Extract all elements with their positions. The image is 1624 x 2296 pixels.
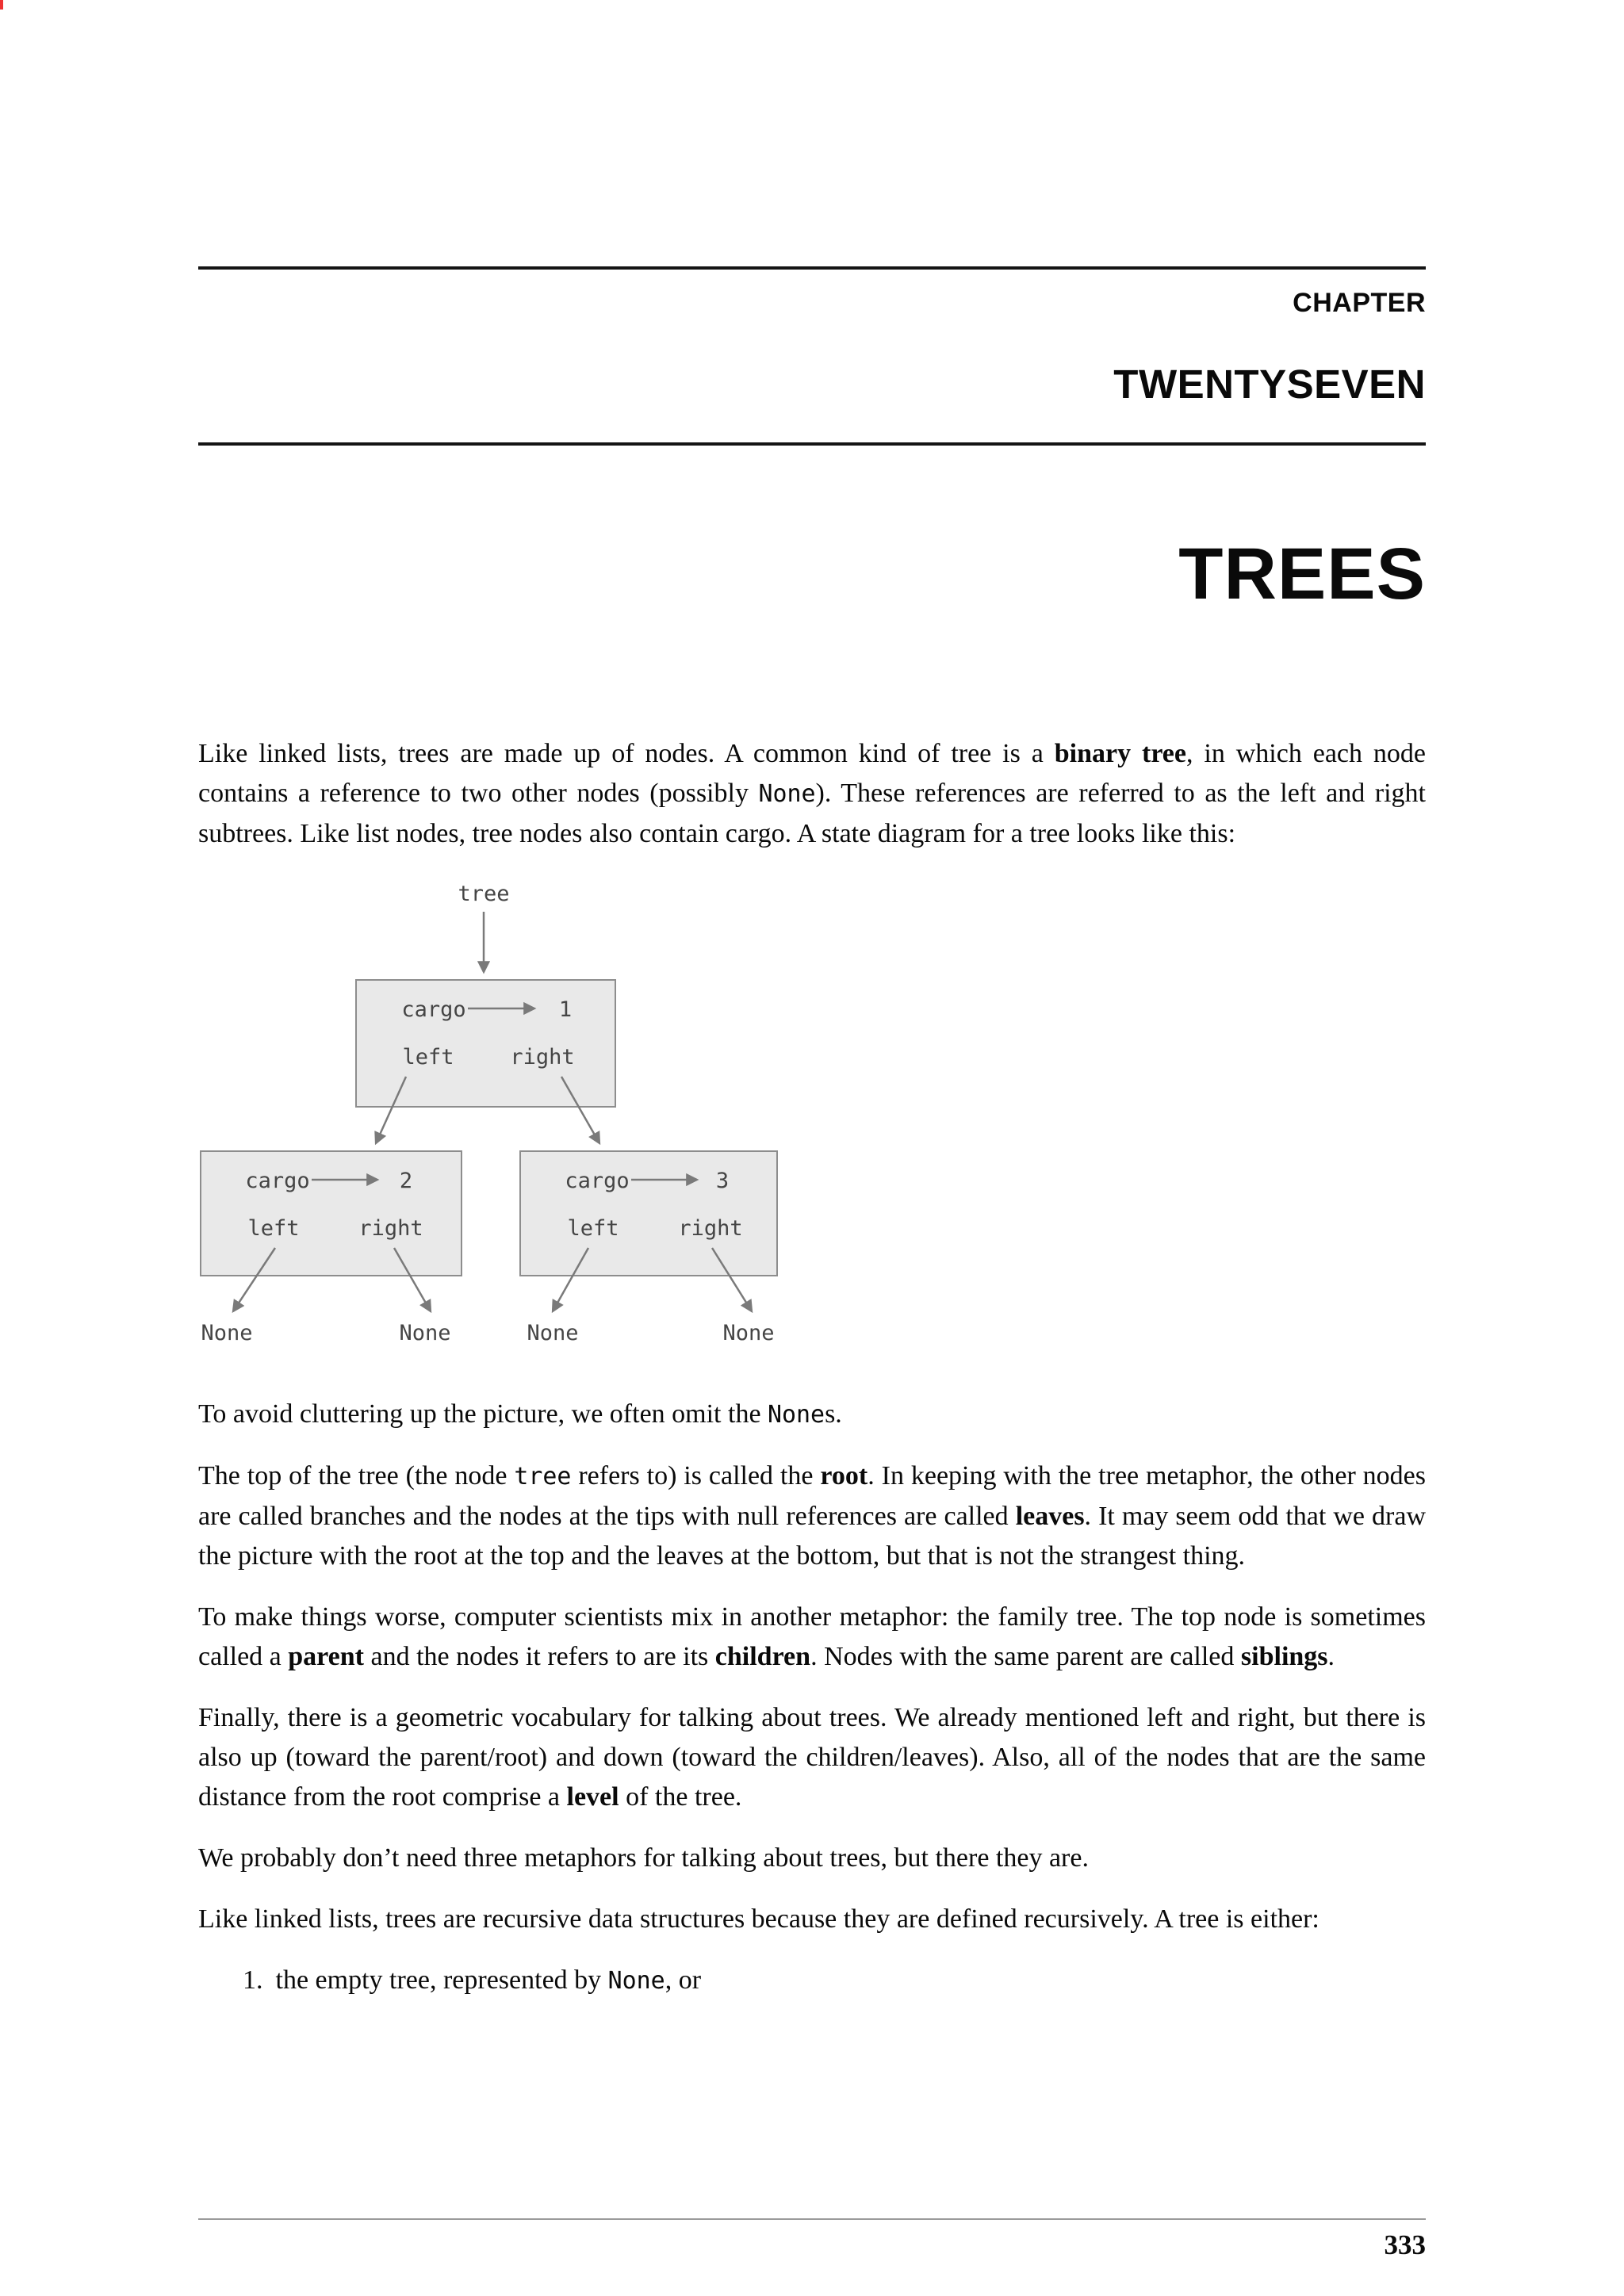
none-label-2: None (399, 1321, 451, 1345)
right-child-node-box (520, 1151, 777, 1276)
text-segment: Like linked lists, trees are made up of nodes. A common kind of tree is a (198, 739, 1055, 768)
para-geometric-vocabulary (198, 1698, 1426, 1817)
para-family-tree (198, 1598, 1426, 1677)
page-footer (198, 2218, 1426, 2261)
page-number: 333 (1384, 2229, 1426, 2260)
left-child-cargo-value: 2 (399, 1169, 413, 1193)
text-segment: Like linked lists, trees are recursive data structures because they are defined recursively. A tree is either: (198, 1904, 1320, 1934)
text-segment: binary tree (1054, 739, 1186, 768)
list-item-number: 1. (243, 1965, 263, 1995)
right-child-cargo-label: cargo (565, 1169, 630, 1193)
tree-diagram-svg (198, 875, 785, 1360)
right-child-cargo-value: 3 (715, 1169, 730, 1193)
list-item-empty-tree (198, 1961, 1426, 2001)
text-segment: The top of the tree (the node (198, 1461, 515, 1490)
text-segment: of the tree. (619, 1782, 742, 1812)
text-segment: the empty tree, represented by (275, 1965, 608, 1995)
text-segment: , in which each node contains a reference to two other nodes (possibly (198, 739, 1427, 808)
none-label-3: None (527, 1321, 579, 1345)
tree-state-diagram (198, 875, 1426, 1364)
root-node-box (356, 980, 615, 1107)
root-cargo-label: cargo (401, 997, 466, 1022)
chapter-number: TWENTYSEVEN (1113, 362, 1426, 407)
right-child-left-label: left (567, 1216, 619, 1241)
text-segment: . (1327, 1642, 1335, 1671)
right-child-right-label: right (678, 1216, 743, 1241)
text-segment: Finally, there is a geometric vocabulary for talking about trees. We already mentioned left and right, but there is also up (toward the parent/root) and down (toward the children/leaves). Also, all of the nodes that are the same distance from the root comprise a (198, 1703, 1426, 1812)
list-item-text (276, 1961, 702, 2001)
left-child-cargo-label: cargo (245, 1169, 310, 1193)
text-segment: To make things worse, computer scientists mix in another metaphor: the family tree. The top node is sometimes called a (198, 1602, 1426, 1671)
text-segment: tree (514, 1463, 572, 1490)
screenshot-edge-artifact (0, 0, 3, 10)
text-segment: and the nodes it refers to are its (363, 1642, 715, 1671)
root-left-label: left (402, 1045, 454, 1070)
page-content (198, 0, 1426, 2022)
text-segment: children (714, 1642, 811, 1671)
para-three-metaphors (198, 1839, 1426, 1878)
text-segment: level (566, 1782, 619, 1812)
left-child-right-label: right (358, 1216, 423, 1241)
page-title: TREES (1178, 534, 1426, 614)
text-segment: s. (825, 1399, 842, 1429)
footer-rule (198, 2218, 1426, 2220)
text-segment: siblings (1240, 1642, 1328, 1671)
left-child-node-box (201, 1151, 462, 1276)
chapter-bottom-rule (198, 442, 1426, 446)
text-segment: None (768, 1401, 825, 1429)
root-cargo-value: 1 (558, 997, 573, 1022)
text-segment: None (758, 780, 816, 808)
para-intro (198, 734, 1426, 854)
chapter-label: CHAPTER (1293, 288, 1426, 318)
text-segment: refers to) is called the (571, 1461, 821, 1490)
text-segment: parent (288, 1642, 364, 1671)
text-segment: . It may seem odd that we draw the picture with the root at the top and the leaves at the bottom, but that is not the strangest thing. (198, 1502, 1426, 1571)
para-omit-nones (198, 1395, 1426, 1435)
chapter-top-rule (198, 266, 1426, 270)
text-segment: We probably don’t need three metaphors for talking about trees, but there they are. (198, 1843, 1089, 1873)
para-root-and-leaves (198, 1456, 1426, 1576)
para-recursive-definition (198, 1900, 1426, 1939)
text-segment: , or (665, 1965, 702, 1995)
text-segment: . Nodes with the same parent are called (810, 1642, 1241, 1671)
tree-variable-label: tree (458, 882, 510, 906)
text-segment: . In keeping with the tree metaphor, the other nodes are called branches and the nodes at the tips with null references are called (198, 1461, 1427, 1531)
none-label-4: None (722, 1321, 775, 1345)
left-child-left-label: left (247, 1216, 300, 1241)
text-segment: To avoid cluttering up the picture, we often omit the (198, 1399, 768, 1429)
text-segment: leaves (1015, 1502, 1085, 1531)
none-label-1: None (201, 1321, 253, 1345)
text-segment: root (820, 1461, 868, 1490)
text-segment: ). These references are referred to as the left and right subtrees. Like list nodes, tree nodes also contain cargo. A state diagram for a tree looks like this: (198, 779, 1426, 848)
root-right-label: right (510, 1045, 575, 1070)
text-segment: None (607, 1967, 665, 1995)
